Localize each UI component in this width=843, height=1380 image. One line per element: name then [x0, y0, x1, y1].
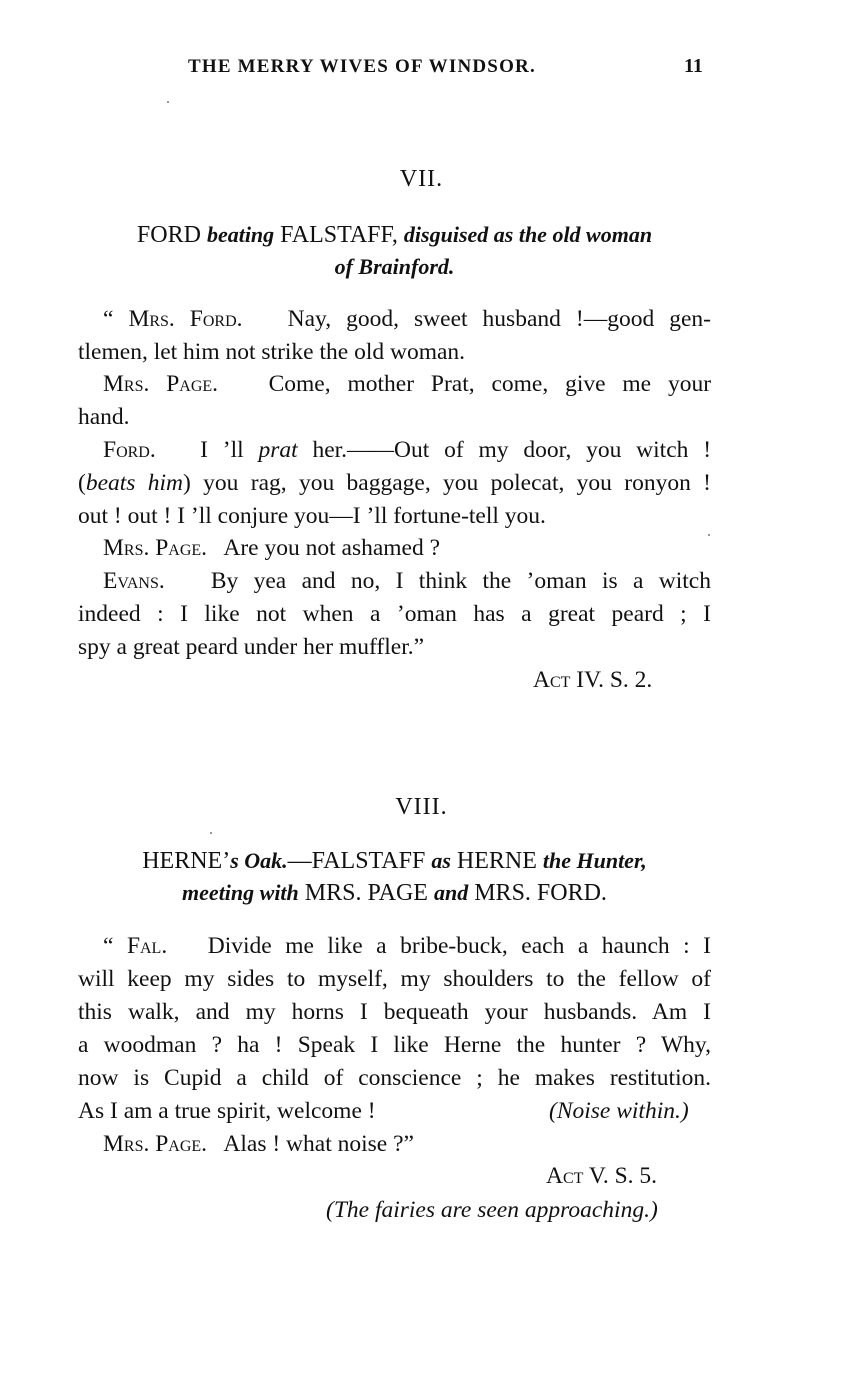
text-line [103, 1131, 414, 1158]
speech-text: ( [78, 470, 86, 496]
heading-line [78, 251, 711, 283]
paper-speck [708, 534, 710, 536]
text-line: a woodman ? ha ! Speak I like Herne the hunter ? Why, [78, 1032, 711, 1058]
text-line [103, 437, 711, 464]
heading-italic: beating [206, 222, 275, 247]
speech-text: ) you rag, you baggage, you polecat, you ronyon ! [183, 470, 711, 496]
heading-italic: s Oak. [230, 848, 288, 873]
heading-text: MRS. PAGE [304, 880, 428, 906]
heading-text: HERNE [456, 848, 537, 874]
text-line: spy a great peard under her muffler.” [78, 634, 425, 660]
stage-direction-text: (Noise within.) [549, 1098, 689, 1124]
section-number: VII. [399, 166, 444, 192]
text-line: out ! out ! I ’ll conjure you—I ’ll fortune-tell you. [78, 503, 546, 529]
act-reference [533, 667, 652, 694]
running-title: THE MERRY WIVES OF WINDSOR. [188, 56, 536, 77]
section-heading [78, 845, 711, 909]
section-heading [78, 219, 711, 283]
text-line: tlemen, let him not strike the old woman. [78, 339, 466, 365]
speaker-name: Fal. [126, 933, 168, 959]
text-line: now is Cupid a child of conscience ; he makes restitution. [78, 1065, 711, 1091]
heading-text: —FALSTAFF [287, 848, 426, 874]
act-word: Act [533, 667, 571, 693]
speech-italic: prat [258, 437, 298, 463]
speech-text: I ’ll [200, 437, 244, 463]
stage-direction-text: (The fairies are seen approaching.) [326, 1197, 658, 1223]
speaker-name: Ford. [103, 437, 156, 463]
heading-italic: meeting with [182, 880, 299, 905]
speech-text: her.——Out of my door, you witch ! [312, 437, 712, 463]
text-line [103, 306, 711, 333]
act-scene: IV. S. 2. [576, 667, 653, 693]
text-line: this walk, and my horns I bequeath your husbands. Am I [78, 999, 711, 1025]
heading-italic: of Brainford. [334, 254, 455, 279]
text-line: As I am a true spirit, welcome ! [78, 1098, 376, 1124]
speech-text: By yea and no, I think the ’oman is a witch [210, 568, 711, 594]
heading-line [78, 845, 711, 877]
text-line [103, 535, 440, 562]
open-quote: “ [103, 933, 127, 959]
speaker-name: Evans. [103, 568, 165, 594]
speech-text: Alas ! what noise ?” [223, 1131, 414, 1157]
page-number: 11 [684, 55, 703, 77]
section-number: VIII. [395, 794, 448, 820]
speech-text: Are you not ashamed ? [223, 535, 441, 561]
stage-direction: beats him [85, 470, 184, 496]
heading-italic: and [433, 880, 469, 905]
heading-italic: the Hunter, [542, 848, 647, 873]
speaker-name: Mrs. Page. [103, 1131, 208, 1157]
stage-direction [549, 1098, 689, 1125]
text-line: will keep my sides to myself, my shoulders to the fellow of [78, 966, 711, 992]
text-line: hand. [78, 404, 130, 430]
heading-italic: as [431, 848, 451, 873]
act-word: Act [546, 1163, 584, 1189]
text-line [103, 568, 711, 595]
speaker-name: Mrs. Ford. [128, 306, 243, 332]
stage-direction [326, 1197, 658, 1224]
open-quote: “ [103, 306, 129, 332]
text-line [103, 371, 711, 398]
act-scene: V. S. 5. [588, 1163, 658, 1189]
paper-speck [210, 832, 212, 834]
speech-text: Divide me like a bribe-buck, each a haunch : I [207, 933, 711, 959]
speech-text: Nay, good, sweet husband !—good gen- [287, 306, 711, 332]
text-line: indeed : I like not when a ’oman has a great peard ; I [78, 601, 711, 627]
speaker-name: Mrs. Page. [103, 535, 208, 561]
heading-text: FORD [136, 222, 201, 248]
speaker-name: Mrs. Page. [103, 371, 219, 397]
heading-line [78, 877, 711, 909]
heading-line [78, 219, 711, 251]
text-line [78, 470, 711, 497]
speech-text: Come, mother Prat, come, give me your [268, 371, 712, 397]
heading-italic: disguised as the old woman [403, 222, 653, 247]
heading-text: HERNE’ [142, 848, 231, 874]
heading-text: MRS. FORD. [474, 880, 607, 906]
paper-speck [167, 101, 169, 103]
text-line [103, 933, 711, 960]
heading-text: FALSTAFF, [280, 222, 398, 248]
act-reference [546, 1163, 657, 1190]
